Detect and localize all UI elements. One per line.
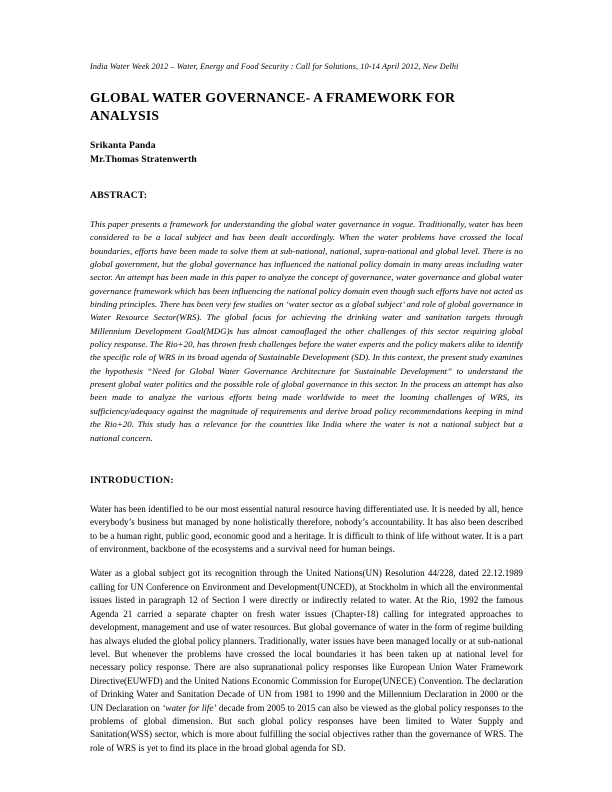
introduction-paragraph-2: Water as a global subject got its recognition through the United Nations(UN) Resolution 44/228, dated 22.12.1989 calling for UN Conference on Environment and Development(UNCED), at Stockholm in which all the environmental issues listed in paragraph 12 of Section I were directly or indirectly related to water. At the Rio, 1992 the famous Agenda 21 carried a separate chapter on fresh water issues (Chapter-18) calling for integrated approaches to development, management and use of water resources. But global governance of water in the form of regime building has always eluded the global policy planners. Traditionally, water issues have been managed locally or at sub-national level. But whenever the problems have crossed the local boundaries it has been taken up at national level for necessary policy response. There are also supranational policy responses like European Union Water Framework Directive(EUWFD) and the United Nations Economic Commission for Europe(UNECE) Convention. The declaration of Drinking Water and Sanitation Decade of UN from 1981 to 1990 and the Millennium Declaration in 2000 or the UN Declaration on ‘water for life’ decade from 2005 to 2015 can also be viewed as the global policy responses to the problems of global dimension. But such global policy responses have been limited to Water Supply and Sanitation(WSS) sector, which is more about fulfilling the social objectives rather than the governance of WRS. The role of WRS is yet to find its place in the broad global agenda for SD. — [90, 568, 524, 753]
page-content — [90, 61, 523, 755]
page-title: GLOBAL WATER GOVERNANCE- A FRAMEWORK FOR ANALYSIS — [90, 90, 456, 123]
introduction-paragraph-1: Water has been identified to be our most essential natural resource having differentiated use. It is needed by all, hence everybody’s business but managed by none holistically therefore, nobody’s accountability. It has also been described to be a human right, public good, economic good and a heritage. It is difficult to think of life without water. It is a part of environment, backbone of the ecosystems and a survival need for human beings. — [90, 503, 523, 555]
author-name-2: Mr.Thomas Stratenwerth — [90, 153, 197, 165]
abstract-heading: ABSTRACT: — [90, 190, 148, 201]
introduction-heading: INTRODUCTION: — [90, 474, 174, 486]
section-abstract — [90, 189, 523, 445]
abstract-paragraph: This paper presents a framework for understanding the global water governance in vogue. Traditionally, water has been considered to be a local subject and has been dealt accordingly. When the water problems have crossed the local boundaries, efforts have been made to solve them at sub-national, national, supra-national and global level. There is no global government, but the global governance has influenced the national policy domain in many areas including water sector. An attempt has been made in this paper to analyze the concept of governance, water governance and global water governance framework which has been influencing the national policy domain even though such efforts have not acted as binding principles. There has been very few studies on ‘water sector as a global subject’ and role of global governance in Water Resource Sector(WRS). The global focus for achieving the drinking water and sanitation targets through Millennium Development Goal(MDG)s has almost camouflaged the other challenges of this sector requiring global policy response. The Rio+20, has thrown fresh challenges before the water experts and the policy makers alike to identify the specific role of WRS in its broad agenda of Sustainable Development (SD). In this context, the present study examines the hypothesis “Need for Global Water Governance Architecture for Sustainable Development” to understand the present global water politics and the possible role of global governance in this sector. In the process an attempt has also been made to analyze the various efforts being made worldwide to meet the looming challenges of WRS, its sufficiency/adequacy against the magnitude of requirements and derive broad policy recommendations keeping in mind the Rio+20. This study has a relevance for the countries like India where the water is not a national subject but a national concern. — [90, 219, 523, 443]
running-header: India Water Week 2012 – Water, Energy and Food Security : Call for Solutions, 10-14 April 2012, New Delhi — [90, 62, 459, 71]
author-list — [90, 139, 523, 166]
author-name-1: Srikanta Panda — [90, 140, 156, 151]
section-introduction — [90, 474, 523, 755]
